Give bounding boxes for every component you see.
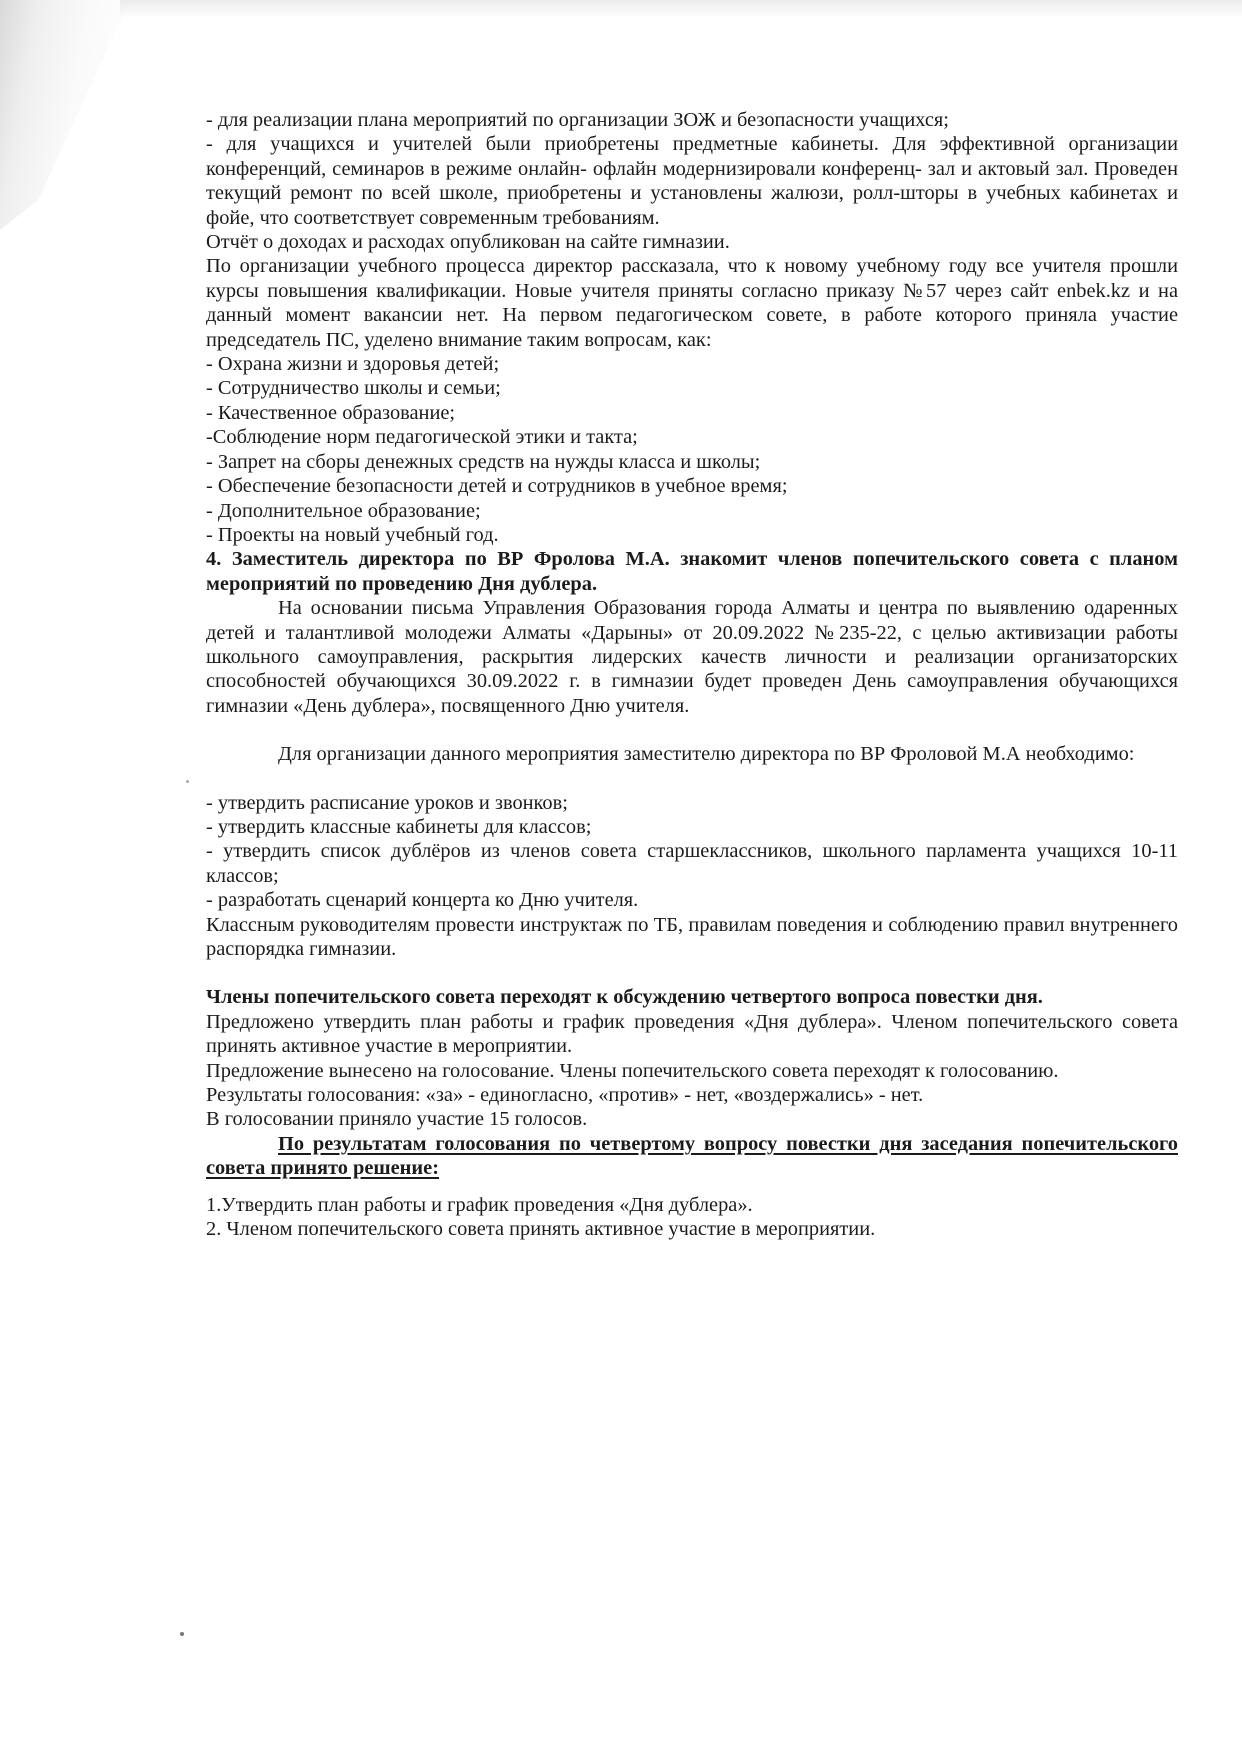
text-paragraph: На основании письма Управления Образования города Алматы и центра по выявлению одаренных детей и талантливой молодежи Алматы «Дарыны» от 20.09.2022 №235-22, с целью активизации работы школьного самоуправления, раскрытия лидерских качеств личности и реализации организаторских способностей обучающихся 30.09.2022 г. в гимназии будет проведен День самоуправления обучающихся гимназии «День дублера», посвященного Дню учителя. — [206, 597, 1178, 717]
topic-item: - Запрет на сборы денежных средств на нужды класса и школы; — [206, 450, 761, 473]
spacer — [206, 1181, 1178, 1193]
decision-item: 1.Утвердить план работы и график проведения «Дня дублера». — [206, 1193, 753, 1216]
scan-speck — [180, 1632, 184, 1636]
text-line: В голосовании приняло участие 15 голосов. — [206, 1108, 588, 1131]
text-line: Отчёт о доходах и расходах опубликован на сайте гимназии. — [206, 231, 730, 254]
spacer — [206, 961, 1178, 985]
topic-item: -Соблюдение норм педагогической этики и такта; — [206, 426, 638, 449]
text-line: - для реализации плана мероприятий по организации ЗОЖ и безопасности учащихся; — [206, 109, 949, 131]
topic-item: - Дополнительное образование; — [206, 499, 481, 522]
document-page — [206, 108, 1178, 1241]
text-paragraph: Классным руководителям провести инструктаж по ТБ, правилам поведения и соблюдению правил внутреннего распорядка гимназии. — [206, 913, 1178, 960]
section-heading: Члены попечительского совета переходят к обсуждению четвертого вопроса повестки дня. — [206, 986, 1043, 1009]
topic-item: - Проекты на новый учебный год. — [206, 523, 499, 546]
spacer — [206, 767, 1178, 791]
spacer — [206, 718, 1178, 742]
topic-item: - Охрана жизни и здоровья детей; — [206, 353, 500, 376]
topic-item: - Качественное образование; — [206, 401, 456, 424]
task-item: - утвердить расписание уроков и звонков; — [206, 791, 568, 814]
topic-item: - Сотрудничество школы и семьи; — [206, 377, 501, 400]
decision-heading: По результатам голосования по четвертому вопросу повестки дня заседания попечительского совета принято решение: — [206, 1132, 1178, 1180]
scan-shadow — [0, 0, 170, 1755]
section-heading: 4. Заместитель директора по ВР Фролова М.А. знакомит членов попечительского совета с планом мероприятий по проведению Дня дублера. — [206, 548, 1178, 595]
task-item: - утвердить классные кабинеты для классов; — [206, 815, 592, 838]
scan-top-shadow — [120, 0, 1242, 18]
task-item: - утвердить список дублёров из членов совета старшеклассников, школьного парламента учащихся 10-11 классов; — [206, 840, 1178, 887]
scan-speck — [186, 780, 189, 783]
decision-item: 2. Членом попечительского совета принять активное участие в мероприятии. — [206, 1218, 876, 1241]
text-paragraph: Предложено утвердить план работы и график проведения «Дня дублера». Членом попечительского совета принять активное участие в мероприятии. — [206, 1010, 1178, 1058]
topic-item: - Обеспечение безопасности детей и сотрудников в учебное время; — [206, 475, 788, 498]
text-line: Результаты голосования: «за» - единогласно, «против» - нет, «воздержались» - нет. — [206, 1084, 924, 1107]
text-paragraph: По организации учебного процесса директор рассказала, что к новому учебному году все учителя прошли курсы повышения квалификации. Новые учителя приняты согласно приказу №57 через сайт enbek.kz и на данный момент вакансии нет. На первом педагогическом совете, в работе которого приняла участие председатель ПС, уделено внимание таким вопросам, как: — [206, 255, 1178, 351]
text-paragraph: - для учащихся и учителей были приобретены предметные кабинеты. Для эффективной организации конференций, семинаров в режиме онлайн- офлайн модернизировали конференц- зал и актовый зал. Проведен текущий ремонт по всей школе, приобретены и установлены жалюзи, ролл-шторы в учебных кабинетах и фойе, что соответствует современным требованиям. — [206, 133, 1178, 229]
text-paragraph: Для организации данного мероприятия заместителю директора по ВР Фроловой М.А необходимо: — [278, 743, 1135, 766]
task-item: - разработать сценарий концерта ко Дню учителя. — [206, 889, 639, 912]
text-paragraph: Предложение вынесено на голосование. Члены попечительского совета переходят к голосованию. — [206, 1059, 1059, 1082]
